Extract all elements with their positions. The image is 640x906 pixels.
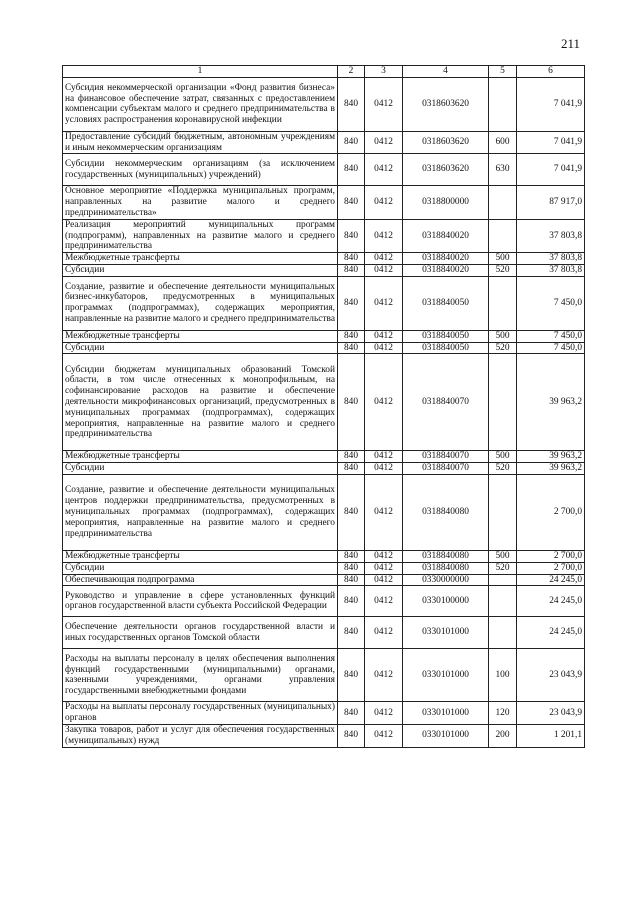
table-row <box>63 154 585 186</box>
amount-cell: 24 245,0 <box>517 617 585 649</box>
target-article-cell: 0318603620 <box>403 77 489 131</box>
expense-type-cell: 120 <box>489 702 517 725</box>
amount-cell: 7 450,0 <box>517 330 585 342</box>
row-name-cell: Создание, развитие и обеспечение деятельности муниципальных центров поддержки предпринимательства, предусмотренных в муниципальных программах (подпрограммах), содержащих мероприятия, направленные на развитие малого и среднего предпринимательства <box>63 474 338 550</box>
amount-cell: 7 450,0 <box>517 276 585 330</box>
table-row <box>63 276 585 330</box>
ministry-code-cell: 840 <box>338 451 365 463</box>
row-name-cell: Субсидия некоммерческой организации «Фонд развития бизнеса» на финансовое обеспечение затрат, связанных с предоставлением компенсации субъектам малого и среднего предпринимательства в условиях распространения коронавирусной инфекции <box>63 77 338 131</box>
ministry-code-cell: 840 <box>338 586 365 617</box>
row-name-cell: Субсидии <box>63 562 338 574</box>
amount-cell: 7 041,9 <box>517 131 585 154</box>
expense-type-cell <box>489 617 517 649</box>
section-code-cell: 0412 <box>365 649 403 702</box>
ministry-code-cell: 840 <box>338 463 365 475</box>
header-cell: 3 <box>365 66 403 78</box>
table-row <box>63 264 585 276</box>
table-row <box>63 574 585 586</box>
header-cell: 6 <box>517 66 585 78</box>
expense-type-cell: 630 <box>489 154 517 186</box>
expense-type-cell: 500 <box>489 253 517 265</box>
section-code-cell: 0412 <box>365 586 403 617</box>
table-row <box>63 562 585 574</box>
section-code-cell: 0412 <box>365 724 403 747</box>
row-name-cell: Создание, развитие и обеспечение деятельности муниципальных бизнес-инкубаторов, предусмотренных в муниципальных программах (подпрограммах), содержащих мероприятия, направленные на развитие малого и среднего предпринимательства <box>63 276 338 330</box>
section-code-cell: 0412 <box>365 574 403 586</box>
target-article-cell: 0318840070 <box>403 463 489 475</box>
target-article-cell: 0318840080 <box>403 474 489 550</box>
target-article-cell: 0318840020 <box>403 219 489 252</box>
table-row <box>63 253 585 265</box>
expense-type-cell <box>489 186 517 219</box>
ministry-code-cell: 840 <box>338 342 365 354</box>
expense-type-cell <box>489 276 517 330</box>
ministry-code-cell: 840 <box>338 724 365 747</box>
amount-cell: 2 700,0 <box>517 562 585 574</box>
row-name-cell: Обеспечение деятельности органов государственной власти и иных государственных органов Томской области <box>63 617 338 649</box>
section-code-cell: 0412 <box>365 330 403 342</box>
ministry-code-cell: 840 <box>338 276 365 330</box>
expense-type-cell: 500 <box>489 550 517 562</box>
row-name-cell: Межбюджетные трансферты <box>63 451 338 463</box>
row-name-cell: Субсидии бюджетам муниципальных образований Томской области, в том числе отнесенных к монопрофильным, на софинансирование расходов на развитие и обеспечение деятельности микрофинансовых организаций, предусмотренных в муниципальных программах (подпрограммах), содержащих мероприятия, направленные на развитие малого и среднего предпринимательства <box>63 354 338 451</box>
target-article-cell: 0318800000 <box>403 186 489 219</box>
table-row <box>63 131 585 154</box>
section-code-cell: 0412 <box>365 474 403 550</box>
ministry-code-cell: 840 <box>338 186 365 219</box>
table-body <box>63 77 585 747</box>
section-code-cell: 0412 <box>365 131 403 154</box>
expense-type-cell: 520 <box>489 264 517 276</box>
amount-cell: 23 043,9 <box>517 649 585 702</box>
target-article-cell: 0318603620 <box>403 154 489 186</box>
table-row <box>63 354 585 451</box>
ministry-code-cell: 840 <box>338 154 365 186</box>
amount-cell: 37 803,8 <box>517 264 585 276</box>
expense-type-cell <box>489 354 517 451</box>
section-code-cell: 0412 <box>365 562 403 574</box>
ministry-code-cell: 840 <box>338 702 365 725</box>
section-code-cell: 0412 <box>365 253 403 265</box>
table-row <box>63 463 585 475</box>
target-article-cell: 0318840020 <box>403 264 489 276</box>
ministry-code-cell: 840 <box>338 617 365 649</box>
ministry-code-cell: 840 <box>338 253 365 265</box>
expense-type-cell: 100 <box>489 649 517 702</box>
expense-type-cell: 520 <box>489 463 517 475</box>
header-cell: 1 <box>63 66 338 78</box>
expense-type-cell <box>489 474 517 550</box>
amount-cell: 39 963,2 <box>517 463 585 475</box>
row-name-cell: Предоставление субсидий бюджетным, автономным учреждениям и иным некоммерческим организациям <box>63 131 338 154</box>
expense-type-cell: 500 <box>489 451 517 463</box>
target-article-cell: 0318840020 <box>403 253 489 265</box>
budget-table <box>62 65 585 748</box>
ministry-code-cell: 840 <box>338 649 365 702</box>
section-code-cell: 0412 <box>365 154 403 186</box>
target-article-cell: 0318840080 <box>403 550 489 562</box>
target-article-cell: 0330101000 <box>403 702 489 725</box>
target-article-cell: 0330101000 <box>403 649 489 702</box>
table-header <box>63 66 585 78</box>
header-cell: 5 <box>489 66 517 78</box>
amount-cell: 7 041,9 <box>517 77 585 131</box>
target-article-cell: 0318840070 <box>403 451 489 463</box>
ministry-code-cell: 840 <box>338 330 365 342</box>
header-cell: 4 <box>403 66 489 78</box>
amount-cell: 24 245,0 <box>517 586 585 617</box>
table-row <box>63 474 585 550</box>
expense-type-cell: 520 <box>489 562 517 574</box>
table-row <box>63 649 585 702</box>
target-article-cell: 0330000000 <box>403 574 489 586</box>
amount-cell: 37 803,8 <box>517 253 585 265</box>
row-name-cell: Обеспечивающая подпрограмма <box>63 574 338 586</box>
target-article-cell: 0330101000 <box>403 724 489 747</box>
row-name-cell: Межбюджетные трансферты <box>63 550 338 562</box>
amount-cell: 24 245,0 <box>517 574 585 586</box>
target-article-cell: 0318840050 <box>403 330 489 342</box>
section-code-cell: 0412 <box>365 342 403 354</box>
expense-type-cell: 200 <box>489 724 517 747</box>
amount-cell: 23 043,9 <box>517 702 585 725</box>
row-name-cell: Субсидии <box>63 342 338 354</box>
target-article-cell: 0318840050 <box>403 342 489 354</box>
target-article-cell: 0330101000 <box>403 617 489 649</box>
table-row <box>63 77 585 131</box>
section-code-cell: 0412 <box>365 463 403 475</box>
amount-cell: 2 700,0 <box>517 550 585 562</box>
row-name-cell: Субсидии <box>63 264 338 276</box>
row-name-cell: Реализация мероприятий муниципальных программ (подпрограмм), направленных на развитие малого и среднего предпринимательства <box>63 219 338 252</box>
expense-type-cell: 520 <box>489 342 517 354</box>
table-row <box>63 702 585 725</box>
table-row <box>63 451 585 463</box>
expense-type-cell: 500 <box>489 330 517 342</box>
row-name-cell: Расходы на выплаты персоналу в целях обеспечения выполнения функций государственными (муниципальными) органами, казенными учреждениями, органами управления государственными внебюджетными фондами <box>63 649 338 702</box>
ministry-code-cell: 840 <box>338 574 365 586</box>
row-name-cell: Расходы на выплаты персоналу государственных (муниципальных) органов <box>63 702 338 725</box>
expense-type-cell <box>489 586 517 617</box>
row-name-cell: Закупка товаров, работ и услуг для обеспечения государственных (муниципальных) нужд <box>63 724 338 747</box>
amount-cell: 1 201,1 <box>517 724 585 747</box>
target-article-cell: 0318603620 <box>403 131 489 154</box>
row-name-cell: Субсидии <box>63 463 338 475</box>
section-code-cell: 0412 <box>365 77 403 131</box>
section-code-cell: 0412 <box>365 276 403 330</box>
page-number: 211 <box>560 36 580 51</box>
table-row <box>63 617 585 649</box>
ministry-code-cell: 840 <box>338 77 365 131</box>
amount-cell: 39 963,2 <box>517 354 585 451</box>
ministry-code-cell: 840 <box>338 131 365 154</box>
row-name-cell: Основное мероприятие «Поддержка муниципальных программ, направленных на развитие малого и среднего предпринимательства» <box>63 186 338 219</box>
expense-type-cell <box>489 219 517 252</box>
table-row <box>63 550 585 562</box>
expense-type-cell <box>489 574 517 586</box>
target-article-cell: 0318840070 <box>403 354 489 451</box>
target-article-cell: 0330100000 <box>403 586 489 617</box>
section-code-cell: 0412 <box>365 219 403 252</box>
amount-cell: 7 041,9 <box>517 154 585 186</box>
section-code-cell: 0412 <box>365 264 403 276</box>
row-name-cell: Субсидии некоммерческим организациям (за исключением государственных (муниципальных) учреждений) <box>63 154 338 186</box>
ministry-code-cell: 840 <box>338 562 365 574</box>
amount-cell: 87 917,0 <box>517 186 585 219</box>
amount-cell: 37 803,8 <box>517 219 585 252</box>
table-row <box>63 219 585 252</box>
table-row <box>63 724 585 747</box>
section-code-cell: 0412 <box>365 550 403 562</box>
section-code-cell: 0412 <box>365 354 403 451</box>
expense-type-cell: 600 <box>489 131 517 154</box>
row-name-cell: Межбюджетные трансферты <box>63 330 338 342</box>
header-row <box>63 66 585 78</box>
target-article-cell: 0318840050 <box>403 276 489 330</box>
ministry-code-cell: 840 <box>338 474 365 550</box>
section-code-cell: 0412 <box>365 617 403 649</box>
ministry-code-cell: 840 <box>338 550 365 562</box>
section-code-cell: 0412 <box>365 186 403 219</box>
header-cell: 2 <box>338 66 365 78</box>
expense-type-cell <box>489 77 517 131</box>
section-code-cell: 0412 <box>365 702 403 725</box>
row-name-cell: Руководство и управление в сфере установленных функций органов государственной власти субъекта Российской Федерации <box>63 586 338 617</box>
table-row <box>63 586 585 617</box>
target-article-cell: 0318840080 <box>403 562 489 574</box>
table-row <box>63 330 585 342</box>
amount-cell: 2 700,0 <box>517 474 585 550</box>
row-name-cell: Межбюджетные трансферты <box>63 253 338 265</box>
ministry-code-cell: 840 <box>338 219 365 252</box>
amount-cell: 39 963,2 <box>517 451 585 463</box>
ministry-code-cell: 840 <box>338 354 365 451</box>
section-code-cell: 0412 <box>365 451 403 463</box>
ministry-code-cell: 840 <box>338 264 365 276</box>
amount-cell: 7 450,0 <box>517 342 585 354</box>
table-row <box>63 186 585 219</box>
table-row <box>63 342 585 354</box>
